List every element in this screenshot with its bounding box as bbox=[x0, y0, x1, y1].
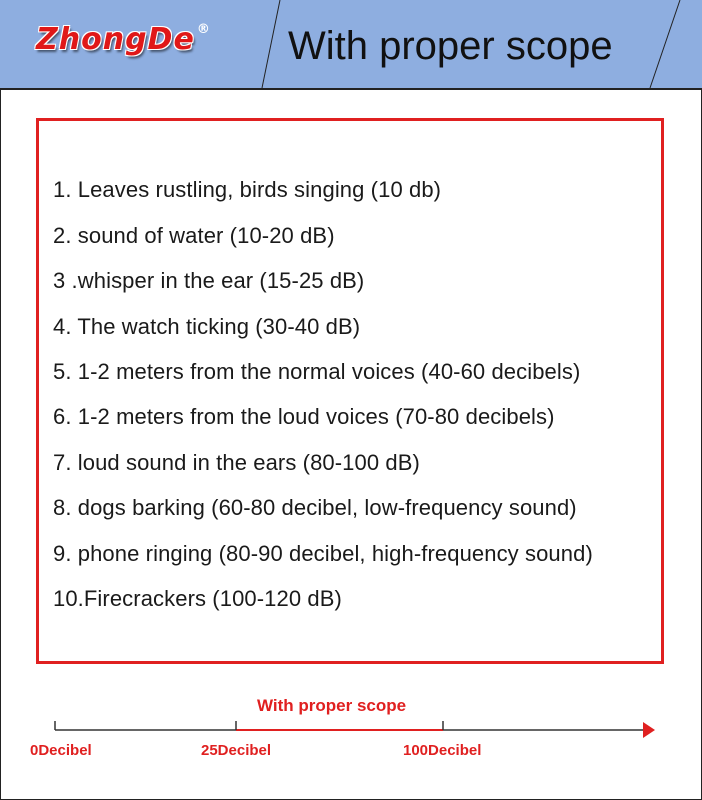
scale-tick-label: 25Decibel bbox=[201, 742, 272, 759]
registered-mark: ® bbox=[196, 22, 211, 37]
list-item: 9. phone ringing (80-90 decibel, high-frequency sound) bbox=[53, 541, 593, 566]
list-item: 8. dogs barking (60-80 decibel, low-frequency sound) bbox=[53, 495, 577, 520]
list-item: 2. sound of water (10-20 dB) bbox=[53, 223, 335, 248]
list-item: 5. 1-2 meters from the normal voices (40-60 decibels) bbox=[53, 359, 581, 384]
list-item: 7. loud sound in the ears (80-100 dB) bbox=[53, 450, 420, 475]
scale-tick-label: 0Decibel bbox=[30, 742, 92, 759]
sound-level-list-box bbox=[36, 118, 664, 664]
divider-slash-left bbox=[262, 0, 280, 88]
scale-axis-graphic bbox=[0, 710, 702, 770]
list-item: 10.Firecrackers (100-120 dB) bbox=[53, 586, 342, 611]
brand-logo bbox=[36, 22, 211, 57]
header-banner bbox=[0, 0, 702, 90]
scale-arrow-icon bbox=[643, 722, 655, 738]
divider-slash-right bbox=[650, 0, 680, 88]
page-title: With proper scope bbox=[288, 24, 613, 68]
decibel-scale bbox=[0, 690, 702, 770]
list-item: 6. 1-2 meters from the loud voices (70-80 decibels) bbox=[53, 404, 555, 429]
list-item: 1. Leaves rustling, birds singing (10 db) bbox=[53, 177, 442, 202]
list-item: 3 .whisper in the ear (15-25 dB) bbox=[53, 268, 365, 293]
scale-highlight-label: With proper scope bbox=[257, 696, 407, 715]
scale-tick-label: 100Decibel bbox=[403, 742, 482, 759]
brand-logo-text: ZhongDe bbox=[36, 22, 195, 57]
list-item: 4. The watch ticking (30-40 dB) bbox=[53, 314, 361, 339]
